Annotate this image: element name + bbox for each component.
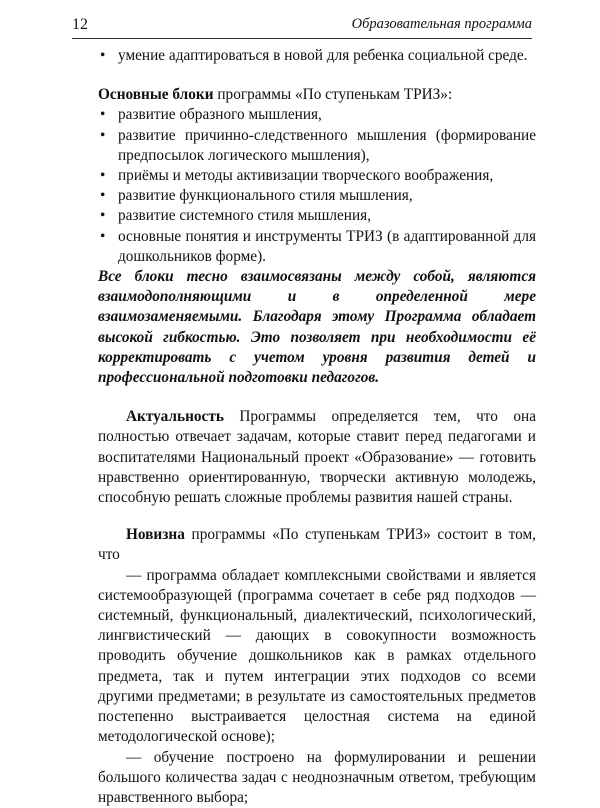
intro-list <box>98 46 536 66</box>
page-header <box>72 14 532 39</box>
blocks-heading-rest: программы «По ступенькам ТРИЗ»: <box>214 86 453 103</box>
relevance-paragraph <box>98 407 536 508</box>
list-item: • умение адаптироваться в новой для ребенка социальной среде. <box>98 46 536 66</box>
list-item: • приёмы и методы активизации творческого воображения, <box>98 166 536 186</box>
list-item: • развитие образного мышления, <box>98 105 536 125</box>
relevance-heading: Актуальность <box>126 408 224 425</box>
running-title: Образовательная программа <box>352 16 532 33</box>
page-number: 12 <box>72 16 88 34</box>
blocks-heading-paragraph <box>98 85 536 105</box>
list-item: • развитие причинно-следственного мышления (формирование предпосылок логического мышления), <box>98 126 536 166</box>
list-item: • развитие системного стиля мышления, <box>98 206 536 226</box>
list-item: • развитие функционального стиля мышления, <box>98 186 536 206</box>
novelty-paragraph <box>98 525 536 565</box>
novelty-point: — обучение построено на формулировании и решении большого количества задач с неоднозначным ответом, требующим нравственного выбора; <box>98 748 536 808</box>
list-item: • основные понятия и инструменты ТРИЗ (в адаптированной для дошкольников форме). <box>98 227 536 267</box>
relevance-text: Программы определяется тем, что она полностью отвечает задачам, которые ставит перед педагогами и воспитателями Национальный проект «Образование» — готовить нравственно ориентированную, творчески активную молодежь, способную решать сложные проблемы развития нашей страны. <box>98 408 536 506</box>
blocks-heading: Основные блоки <box>98 86 214 103</box>
blocks-note: Все блоки тесно взаимосвязаны между собой, являются взаимодополняющими и в определенной мере взаимозаменяемыми. Благодаря этому Программа обладает высокой гибкостью. Это позволяет при необходимости её корректировать с учетом уровня развития детей и профессиональной подготовки педагогов. <box>98 267 536 388</box>
blocks-list <box>98 105 536 267</box>
novelty-point: — программа обладает комплексными свойствами и является системообразующей (программа сочетает в себе ряд подходов — системный, функциональный, диалектический, психологический, лингвистический — дающих в совокупности возможность проводить обучение дошкольников как в рамках отдельного предмета, так и путем интеграции этих подходов со всеми другими предметами; в результате из самостоятельных предметов постепенно выстраивается целостная система на единой методологической основе); <box>98 566 536 748</box>
novelty-heading: Новизна <box>126 526 185 543</box>
page-content <box>98 46 536 808</box>
novelty-text: программы «По ступенькам ТРИЗ» состоит в том, что <box>98 526 536 563</box>
